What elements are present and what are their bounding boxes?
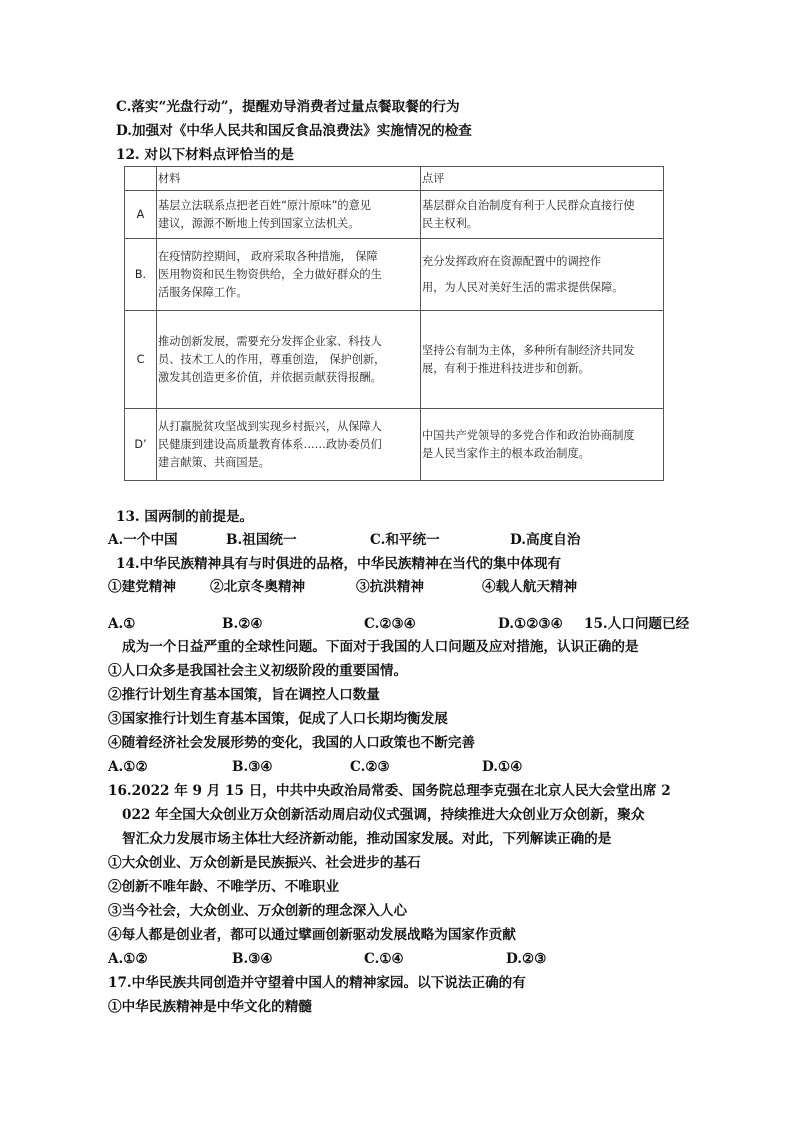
q16-item-4: ④每人都是创业者，都可以通过擘画创新驱动发展战略为国家作贡献 xyxy=(108,927,516,943)
material-line: 活服务保障工作。 xyxy=(158,285,248,299)
q16-option-b: B.③④ xyxy=(232,951,273,967)
comment-line: 坚持公有制为主体，多种所有制经济共同发 xyxy=(422,343,635,357)
row-comment xyxy=(421,239,664,311)
material-line: 民健康到建设高质量教育体系……政协委员们 xyxy=(158,437,382,451)
q16-item-2: ②创新不唯年龄、不唯学历、不唯职业 xyxy=(108,879,340,895)
q15-item-2: ②推行计划生育基本国策，旨在调控人口数量 xyxy=(108,687,380,703)
comment-line: 用，为人民对美好生活的需求提供保障。 xyxy=(422,280,624,294)
q15-item-4: ④随着经济社会发展形势的变化，我国的人口政策也不断完善 xyxy=(108,735,476,751)
comment-line: 民主权利。 xyxy=(422,216,478,230)
row-material xyxy=(157,409,421,481)
material-line: 从打赢脱贫攻坚战到实现乡村振兴，从保障人 xyxy=(158,419,382,433)
q15-item-3: ③国家推行计划生育基本国策，促成了人口长期均衡发展 xyxy=(108,711,448,727)
q14-item-3: ③抗洪精神 xyxy=(356,579,424,595)
q16-item-3: ③当今社会，大众创业、万众创新的理念深入人心 xyxy=(108,903,408,919)
row-label: B. xyxy=(125,239,157,311)
q14-stem: 14.中华民族精神具有与时俱进的品格，中华民族精神在当代的集中体现有 xyxy=(116,556,562,572)
table-row xyxy=(125,409,664,481)
q16-stem-line-3: 智汇众力发展市场主体壮大经济新动能，推动国家发展。对此，下列解读正确的是 xyxy=(122,831,612,847)
q15-option-b: B.③④ xyxy=(232,759,273,775)
table-header-material: 材料 xyxy=(157,167,421,191)
q13-option-c: C.和平统一 xyxy=(370,532,440,548)
q14-option-b: B.②④ xyxy=(222,616,263,632)
material-line: 基层立法联系点把老百姓“原汁原味”的意见 xyxy=(158,198,371,212)
row-material xyxy=(157,239,421,311)
q15-option-a: A.①② xyxy=(108,759,148,775)
q17-stem: 17.中华民族共同创造并守望着中国人的精神家园。以下说法正确的有 xyxy=(108,975,526,991)
table-row xyxy=(125,239,664,311)
q17-item-1: ①中华民族精神是中华文化的精髓 xyxy=(108,999,312,1015)
q13-option-a: A.一个中国 xyxy=(108,532,178,548)
comment-line: 是人民当家作主的根本政治制度。 xyxy=(422,446,590,460)
q12-materials-table xyxy=(124,166,664,481)
row-comment xyxy=(421,191,664,239)
material-line: 建言献策、共商国是。 xyxy=(158,455,270,469)
comment-line: 中国共产党领导的多党合作和政治协商制度 xyxy=(422,428,635,442)
q15-stem-part1: 15.人口问题已经 xyxy=(584,616,690,632)
table-header-row xyxy=(125,167,664,191)
comment-line: 基层群众自治制度有利于人民群众直接行使 xyxy=(422,198,635,212)
table-header-empty xyxy=(125,167,157,191)
q16-stem-line-2: 022 年全国大众创业万众创新活动周启动仪式强调，持续推进大众创业万众创新，聚众 xyxy=(122,807,645,823)
q16-stem-line-1: 16.2022 年 9 月 15 日，中共中央政治局常委、国务院总理李克强在北京人民大会堂出席 2 xyxy=(108,783,671,799)
q16-item-1: ①大众创业、万众创新是民族振兴、社会进步的基石 xyxy=(108,855,421,871)
table-header-comment: 点评 xyxy=(421,167,664,191)
material-line: 员、技术工人的作用，尊重创造， 保护创新， xyxy=(158,352,386,366)
q15-option-c: C.②③ xyxy=(350,759,390,775)
material-line: 建议，源源不断地上传到国家立法机关。 xyxy=(158,216,360,230)
q14-option-a: A.① xyxy=(108,616,136,632)
q14-item-1: ①建党精神 xyxy=(108,579,176,595)
table-row xyxy=(125,311,664,409)
q12-stem: 12. 对以下材料点评恰当的是 xyxy=(116,147,294,163)
material-line: 激发其创造更多价值，并依据贡献获得报酬。 xyxy=(158,370,382,384)
row-label: C xyxy=(125,311,157,409)
material-line: 医用物资和民生物资供给，全力做好群众的生 xyxy=(158,267,382,281)
row-comment xyxy=(421,311,664,409)
comment-line: 展，有利于推进科技进步和创新。 xyxy=(422,361,590,375)
material-line: 在疫情防控期间， 政府采取各种措施， 保障 xyxy=(158,249,378,263)
table-row xyxy=(125,191,664,239)
q13-option-d: D.高度自治 xyxy=(510,532,581,548)
q13-stem: 13. 国两制的前提是。 xyxy=(116,509,254,525)
q15-option-d: D.①④ xyxy=(482,759,523,775)
q15-stem-part2: 成为一个日益严重的全球性问题。下面对于我国的人口问题及应对措施，认识正确的是 xyxy=(122,639,639,655)
row-material xyxy=(157,191,421,239)
row-label: A xyxy=(125,191,157,239)
q14-option-d: D.①②③④ xyxy=(498,616,563,632)
q15-item-1: ①人口众多是我国社会主义初级阶段的重要国情。 xyxy=(108,663,408,679)
q14-item-2: ②北京冬奥精神 xyxy=(210,579,306,595)
q11-option-c: C.落实“光盘行动”，提醒劝导消费者过量点餐取餐的行为 xyxy=(116,99,460,115)
row-label: D’ xyxy=(125,409,157,481)
q14-option-c: C.②③④ xyxy=(364,616,416,632)
q14-item-4: ④载人航天精神 xyxy=(482,579,578,595)
row-material xyxy=(157,311,421,409)
q16-option-a: A.①② xyxy=(108,951,148,967)
q13-option-b: B.祖国统一 xyxy=(226,532,297,548)
q16-option-d: D.②③ xyxy=(506,951,547,967)
material-line: 推动创新发展，需要充分发挥企业家、科技人 xyxy=(158,334,382,348)
q16-option-c: C.①④ xyxy=(364,951,404,967)
q11-option-d: D.加强对《中华人民共和国反食品浪费法》实施情况的检查 xyxy=(116,123,472,139)
row-comment xyxy=(421,409,664,481)
comment-line: 充分发挥政府在资源配置中的调控作 xyxy=(422,254,602,268)
